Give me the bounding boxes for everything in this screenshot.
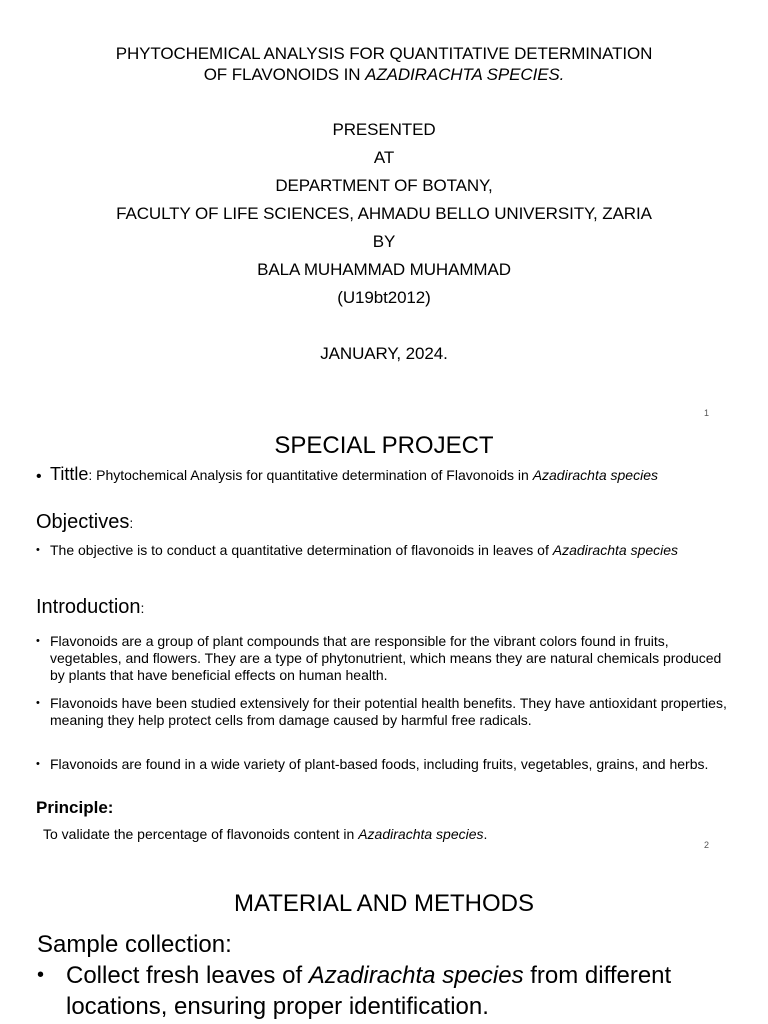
principle-statement (43, 826, 487, 843)
sample-collection-bullet (37, 960, 737, 1022)
presentation-date: JANUARY, 2024. (320, 344, 448, 363)
special-project-slide (0, 427, 768, 857)
principle-text: To validate the percentage of flavonoids content in (43, 826, 359, 842)
presented-label: PRESENTED (332, 120, 436, 139)
intro-bullet-2 (36, 695, 736, 729)
objective-bullet (36, 542, 736, 559)
author-name: BALA MUHAMMAD MUHAMMAD (257, 260, 511, 279)
objectives-heading-text: Objectives (36, 511, 130, 533)
bullet-species: Azadirachta species (308, 962, 524, 989)
bullet-icon: • (36, 758, 40, 770)
objectives-colon: : (129, 515, 134, 531)
sample-collection-heading: Sample collection: (37, 931, 232, 958)
slide-heading: SPECIAL PROJECT (274, 432, 494, 459)
title-line-2-plain: OF FLAVONOIDS IN (203, 65, 366, 84)
intro-bullet-text: Flavonoids are found in a wide variety of plant-based foods, including fruits, vegetables, grains, and herbs. (50, 756, 709, 772)
intro-bullet-1 (36, 633, 736, 684)
page-number: 2 (704, 840, 710, 850)
at-label: AT (373, 148, 395, 167)
intro-bullet-text: Flavonoids are a group of plant compounds that are responsible for the vibrant colors found in fruits, vegetables, and flowers. They are a type of phytonutrient, which means they are natural chemicals produced by plants that have beneficial effects on human health. (50, 633, 722, 683)
bullet-icon: • (36, 697, 40, 709)
objectives-heading (36, 510, 133, 535)
introduction-heading (36, 595, 144, 620)
title-line-1: PHYTOCHEMICAL ANALYSIS FOR QUANTITATIVE DETERMINATION (115, 44, 653, 63)
title-species: Azadirachta species (532, 467, 658, 483)
bullet-icon: • (36, 544, 40, 556)
faculty-name: FACULTY OF LIFE SCIENCES, AHMADU BELLO UNIVERSITY, ZARIA (116, 204, 652, 223)
materials-methods-slide (0, 857, 768, 1024)
introduction-heading-text: Introduction (36, 596, 141, 618)
by-label: BY (372, 232, 396, 251)
title-line-2 (0, 64, 768, 85)
intro-bullet-text: Flavonoids have been studied extensively for their potential health benefits. They have antioxidant properties, meaning they help protect cells from damage caused by harmful free radicals. (50, 695, 727, 728)
bullet-icon: • (36, 635, 40, 647)
objective-text: The objective is to conduct a quantitative determination of flavonoids in leaves of (50, 542, 553, 558)
page-number: 1 (704, 408, 710, 418)
title-bullet (36, 466, 736, 484)
registration-number: (U19bt2012) (337, 288, 431, 307)
introduction-colon: : (140, 600, 145, 616)
bullet-icon: • (37, 964, 45, 986)
slide-heading: MATERIAL AND METHODS (233, 890, 535, 917)
document-title (0, 43, 768, 85)
principle-heading: Principle: (36, 798, 114, 817)
bullet-text-end: from different locations, ensuring proper identification. (66, 962, 672, 1020)
principle-period: . (483, 826, 488, 842)
bullet-icon: • (36, 468, 42, 485)
department-name: DEPARTMENT OF BOTANY, (275, 176, 493, 195)
title-text: : Phytochemical Analysis for quantitative determination of Flavonoids in (88, 467, 533, 483)
title-slide (0, 0, 768, 427)
principle-species: Azadirachta species (358, 826, 484, 842)
title-species: AZADIRACHTA SPECIES. (365, 65, 565, 84)
intro-bullet-3 (36, 756, 736, 773)
title-label: Tittle (50, 464, 89, 484)
bullet-text-start: Collect fresh leaves of (66, 962, 309, 989)
objective-species: Azadirachta species (552, 542, 679, 558)
